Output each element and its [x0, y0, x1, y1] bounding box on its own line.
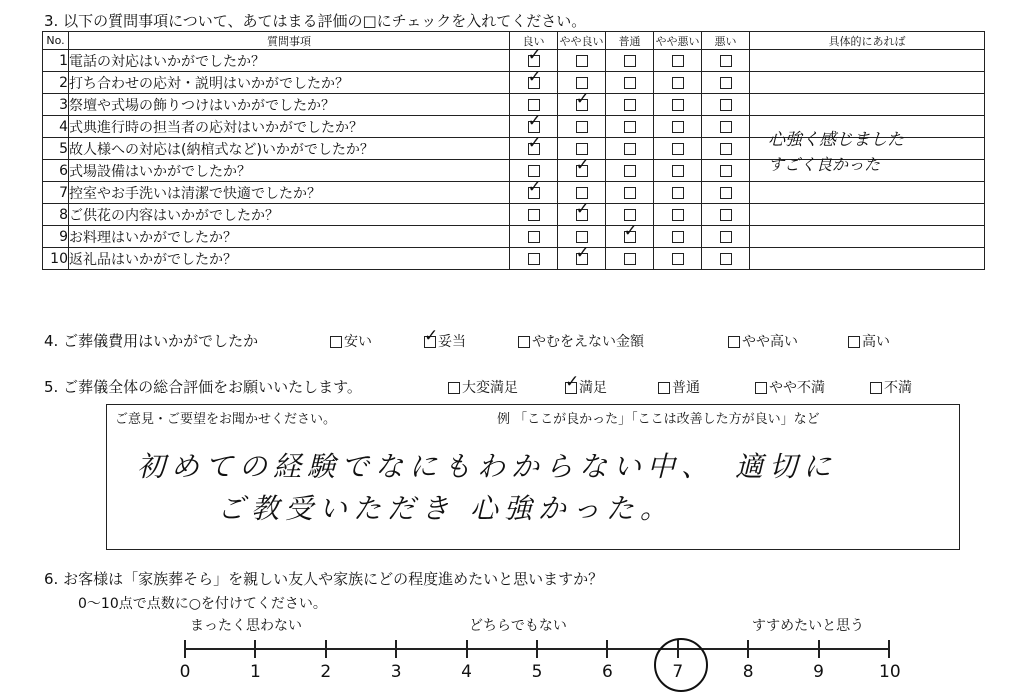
score-option[interactable]: 1 [249, 662, 261, 682]
option-label: やや高い [742, 334, 798, 350]
table-row [43, 182, 985, 204]
header-average: 普通 [606, 32, 654, 50]
score-option[interactable]: 9 [813, 662, 824, 682]
q4-option[interactable] [518, 331, 644, 351]
detail-cell[interactable] [750, 182, 985, 204]
comment-label: ご意見・ご要望をお聞かせください。 [115, 412, 337, 427]
comment-line-2: ご教受いただき 心強かった。 [217, 492, 674, 525]
question-text: 打ち合わせの応対・説明はいかがでしたか？ [69, 72, 510, 94]
rating-checkbox[interactable] [528, 165, 540, 177]
row-number: 5 [43, 138, 69, 160]
row-number: 10 [43, 248, 69, 270]
option-label: やや不満 [769, 380, 825, 396]
question-text: 控室やお手洗いは清潔で快適でしたか？ [69, 182, 510, 204]
rating-checkbox[interactable] [720, 165, 732, 177]
rating-checkbox[interactable] [672, 231, 684, 243]
q4-option[interactable] [330, 331, 372, 351]
score-option[interactable]: 4 [461, 662, 472, 682]
q4-option[interactable] [848, 331, 890, 351]
option-label: 大変満足 [462, 380, 518, 396]
option-checkbox[interactable] [448, 382, 460, 394]
rating-checkbox[interactable] [720, 143, 732, 155]
rating-checkbox[interactable] [672, 165, 684, 177]
rating-table [42, 31, 985, 270]
option-checkbox[interactable] [870, 382, 882, 394]
option-label: 妥当 [438, 334, 466, 350]
q4-option[interactable] [728, 331, 798, 351]
header-good: 良い [510, 32, 558, 50]
score-option[interactable]: 10 [879, 662, 901, 682]
option-checkbox[interactable] [330, 336, 342, 348]
score-option[interactable]: 0 [179, 662, 191, 682]
q5-title: 5. ご葬儀全体の総合評価をお願いいたします。 [44, 378, 362, 396]
rating-checkbox[interactable] [624, 143, 636, 155]
rating-checkbox[interactable] [624, 121, 636, 133]
q6-subtitle: 0～10点で点数に○を付けてください。 [78, 596, 327, 612]
rating-checkbox[interactable] [672, 77, 684, 89]
score-option[interactable]: 8 [742, 662, 754, 682]
rating-checkbox[interactable] [720, 209, 732, 221]
rating-checkbox[interactable] [720, 121, 732, 133]
rating-checkbox[interactable] [528, 187, 540, 199]
rating-checkbox[interactable] [576, 143, 588, 155]
rating-checkbox[interactable] [672, 55, 684, 67]
question-text: 式場設備はいかがでしたか？ [69, 160, 510, 182]
table-row [43, 248, 985, 270]
rating-checkbox[interactable] [624, 165, 636, 177]
option-checkbox[interactable] [565, 382, 577, 394]
detail-cell[interactable] [750, 248, 985, 270]
row-number: 9 [43, 226, 69, 248]
rating-checkbox[interactable] [672, 121, 684, 133]
header-details: 具体的にあれば [750, 32, 985, 50]
rating-checkbox[interactable] [672, 187, 684, 199]
scale-tick [254, 640, 256, 658]
score-option[interactable]: 5 [531, 662, 543, 682]
rating-checkbox[interactable] [672, 99, 684, 111]
rating-checkbox[interactable] [576, 253, 588, 265]
q4-option[interactable] [424, 331, 466, 351]
rating-checkbox[interactable] [672, 143, 684, 155]
rating-checkbox[interactable] [624, 77, 636, 89]
rating-checkbox[interactable] [528, 231, 540, 243]
option-label: 安い [344, 334, 372, 350]
question-text: 祭壇や式場の飾りつけはいかがでしたか？ [69, 94, 510, 116]
scale-tick [325, 640, 327, 658]
score-option[interactable]: 3 [390, 662, 402, 682]
detail-cell[interactable] [750, 50, 985, 72]
header-fairly-bad: やや悪い [654, 32, 702, 50]
option-checkbox[interactable] [755, 382, 767, 394]
row-number: 7 [43, 182, 69, 204]
detail-cell[interactable] [750, 94, 985, 116]
question-text: ご供花の内容はいかがでしたか？ [69, 204, 510, 226]
rating-checkbox[interactable] [576, 55, 588, 67]
q5-option[interactable] [448, 377, 518, 397]
header-question: 質問事項 [69, 32, 510, 50]
rating-checkbox[interactable] [720, 99, 732, 111]
option-label: 不満 [884, 380, 912, 396]
table-row [43, 226, 985, 248]
header-no: No. [43, 32, 69, 50]
scale-tick [395, 640, 397, 658]
comment-example: 例 「ここが良かった」「ここは改善した方が良い」など [497, 412, 820, 427]
scale-tick [818, 640, 820, 658]
detail-note-5: すごく良かった [768, 155, 881, 174]
rating-checkbox[interactable] [624, 253, 636, 265]
detail-note-4: 心強く感じました [768, 130, 904, 150]
rating-checkbox[interactable] [528, 253, 540, 265]
rating-checkbox[interactable] [624, 209, 636, 221]
rating-checkbox[interactable] [624, 231, 636, 243]
table-row [43, 204, 985, 226]
question-text: 式典進行時の担当者の応対はいかがでしたか？ [69, 116, 510, 138]
scale-tick [606, 640, 608, 658]
q5-option[interactable] [658, 377, 700, 397]
rating-checkbox[interactable] [576, 121, 588, 133]
rating-checkbox[interactable] [624, 187, 636, 199]
rating-checkbox[interactable] [720, 77, 732, 89]
row-number: 3 [43, 94, 69, 116]
row-number: 1 [43, 50, 69, 72]
rating-checkbox[interactable] [720, 187, 732, 199]
table-row [43, 72, 985, 94]
rating-checkbox[interactable] [624, 55, 636, 67]
scale-tick [888, 640, 890, 658]
scale-tick [184, 640, 186, 658]
option-label: やむをえない金額 [532, 334, 644, 350]
rating-checkbox[interactable] [720, 231, 732, 243]
q3-title: 3. 以下の質問事項について、あてはまる評価の□にチェックを入れてください。 [44, 12, 587, 30]
option-label: 高い [862, 334, 890, 350]
row-number: 2 [43, 72, 69, 94]
score-option[interactable]: 2 [320, 662, 332, 682]
rating-checkbox[interactable] [576, 99, 588, 111]
option-label: 普通 [672, 380, 700, 396]
rating-checkbox[interactable] [528, 77, 540, 89]
rating-checkbox[interactable] [576, 165, 588, 177]
option-checkbox[interactable] [518, 336, 530, 348]
rating-checkbox[interactable] [528, 121, 540, 133]
rating-checkbox[interactable] [720, 55, 732, 67]
rating-checkbox[interactable] [672, 253, 684, 265]
q5-option[interactable] [755, 377, 825, 397]
detail-cell[interactable] [750, 226, 985, 248]
rating-checkbox[interactable] [528, 143, 540, 155]
rating-checkbox[interactable] [624, 99, 636, 111]
option-checkbox[interactable] [848, 336, 860, 348]
scale-label-mid: どちらでもない [469, 618, 567, 634]
scale-tick [536, 640, 538, 658]
question-text: 故人様への対応は(納棺式など)いかがでしたか？ [69, 138, 510, 160]
scale-tick [747, 640, 749, 658]
table-row [43, 50, 985, 72]
question-text: お料理はいかがでしたか？ [69, 226, 510, 248]
rating-checkbox[interactable] [576, 77, 588, 89]
option-checkbox[interactable] [728, 336, 740, 348]
row-number: 8 [43, 204, 69, 226]
rating-checkbox[interactable] [576, 231, 588, 243]
option-checkbox[interactable] [658, 382, 670, 394]
detail-cell[interactable] [750, 204, 985, 226]
row-number: 4 [43, 116, 69, 138]
scale-tick [466, 640, 468, 658]
q4-title: 4. ご葬儀費用はいかがでしたか [44, 332, 259, 350]
rating-checkbox[interactable] [672, 209, 684, 221]
rating-checkbox[interactable] [720, 253, 732, 265]
question-text: 返礼品はいかがでしたか？ [69, 248, 510, 270]
question-text: 電話の対応はいかがでしたか？ [69, 50, 510, 72]
q5-option[interactable] [565, 377, 607, 397]
header-fairly-good: やや良い [558, 32, 606, 50]
row-number: 6 [43, 160, 69, 182]
option-label: 満足 [579, 380, 607, 396]
header-bad: 悪い [702, 32, 750, 50]
detail-cell[interactable] [750, 72, 985, 94]
rating-checkbox[interactable] [576, 187, 588, 199]
q5-option[interactable] [870, 377, 912, 397]
scale-label-low: まったく思わない [190, 618, 302, 634]
score-option[interactable]: 7 [672, 662, 684, 682]
score-option[interactable]: 6 [601, 662, 613, 682]
comment-box[interactable] [106, 404, 960, 550]
q6-title: 6. お客様は「家族葬そら」を親しい友人や家族にどの程度進めたいと思いますか？ [44, 570, 604, 588]
selected-score-circle [654, 638, 708, 692]
scale-label-high: すすめたいと思う [752, 618, 865, 634]
option-checkbox[interactable] [424, 336, 436, 348]
rating-checkbox[interactable] [528, 99, 540, 111]
rating-checkbox[interactable] [576, 209, 588, 221]
table-row [43, 94, 985, 116]
rating-checkbox[interactable] [528, 55, 540, 67]
comment-line-1: 初めての経験でなにもわからない中、 適切に [137, 450, 838, 483]
rating-checkbox[interactable] [528, 209, 540, 221]
